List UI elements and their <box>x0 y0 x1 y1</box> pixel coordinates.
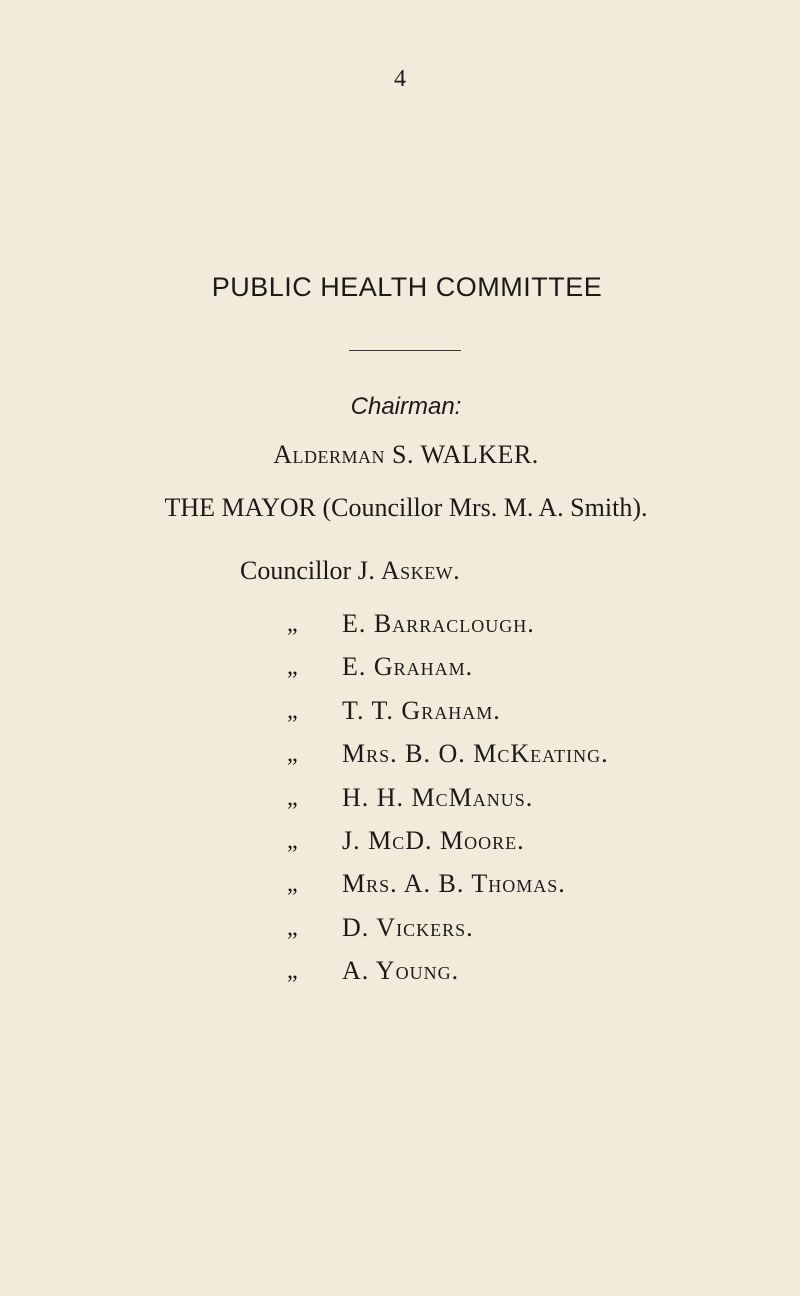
councillor-name: J. Askew. <box>357 556 461 585</box>
member-name: A. Young. <box>342 956 460 986</box>
member-name: E. Graham. <box>342 652 474 682</box>
member-row <box>0 913 800 956</box>
member-row <box>0 783 800 826</box>
member-name: J. McD. Moore. <box>342 825 525 855</box>
ditto-mark: „ <box>287 958 298 985</box>
committee-title: PUBLIC HEALTH COMMITTEE <box>211 272 603 302</box>
ditto-mark: „ <box>287 611 298 637</box>
member-list <box>0 609 800 1000</box>
chairman-label: Chairman: <box>350 393 462 420</box>
member-name: Mrs. A. B. Thomas. <box>342 869 566 899</box>
member-name: D. Vickers. <box>342 912 474 942</box>
member-row <box>0 826 800 869</box>
mayor-line: THE MAYOR (Councillor Mrs. M. A. Smith). <box>164 493 648 522</box>
ditto-mark: „ <box>287 914 298 941</box>
ditto-mark: „ <box>287 871 298 898</box>
divider-rule <box>349 350 461 351</box>
member-name: E. Barraclough. <box>342 609 535 638</box>
page-number: 4 <box>394 66 406 92</box>
councillor-title: Councillor <box>240 556 352 585</box>
councillor-first-entry <box>240 556 460 586</box>
member-row <box>0 956 800 999</box>
member-row <box>0 696 800 739</box>
member-name: Mrs. B. O. McKeating. <box>342 739 609 769</box>
member-row <box>0 869 800 912</box>
member-name: H. H. McManus. <box>342 782 534 812</box>
member-row <box>0 609 800 652</box>
ditto-mark: „ <box>287 741 298 768</box>
ditto-mark: „ <box>287 827 298 854</box>
member-name: T. T. Graham. <box>342 695 501 725</box>
ditto-mark: „ <box>287 697 298 724</box>
member-row <box>0 652 800 695</box>
member-row <box>0 739 800 782</box>
ditto-mark: „ <box>287 654 298 681</box>
ditto-mark: „ <box>287 784 298 811</box>
chairman-name: Alderman S. WALKER. <box>273 440 539 469</box>
